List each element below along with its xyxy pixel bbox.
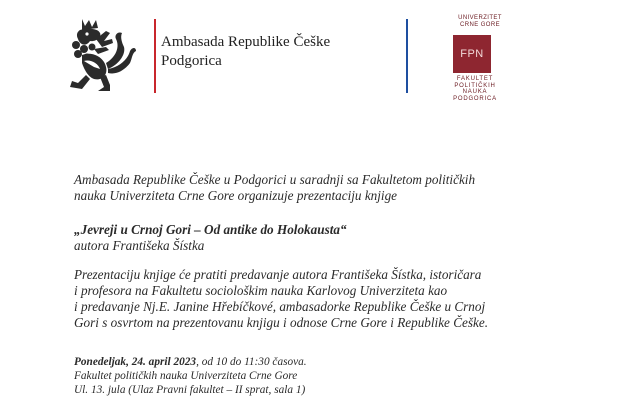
fpn-logo-text: FPN (460, 48, 484, 60)
faculty-name (440, 76, 510, 102)
fpn-logo (453, 35, 491, 73)
book-author: autora Františeka Šístka (74, 238, 205, 253)
faculty-name-line3: NAUKA (462, 89, 488, 95)
description-line: Gori s osvrtom na prezentovanu knjigu i odnose Crne Gore i Republike Češke. (74, 315, 488, 330)
book-title: „Jevreji u Crnoj Gori – Od antike do Holokausta“ (74, 222, 347, 237)
embassy-divider (154, 19, 156, 93)
event-datetime (74, 355, 594, 369)
university-name-line1: UNIVERZITET (458, 15, 502, 21)
faculty-name-line1: FAKULTET (456, 76, 494, 82)
university-name (437, 15, 523, 29)
book-block (74, 222, 594, 254)
czech-lion-emblem-icon (60, 17, 138, 93)
faculty-divider (406, 19, 408, 93)
embassy-name-line2: Podgorica (161, 53, 222, 69)
embassy-name (161, 33, 330, 71)
description-line: i predavanje Nj.E. Janine Hřebíčkové, ambasadorke Republike Češke u Crnoj (74, 299, 486, 314)
event-time: , od 10 do 11:30 časova. (196, 356, 307, 368)
embassy-name-line1: Ambasada Republike Češke (161, 34, 331, 50)
event-details (74, 355, 594, 397)
event-date: Ponedeljak, 24. april 2023 (74, 356, 197, 368)
intro-line: Ambasada Republike Češke u Podgorici u saradnji sa Fakultetom političkih (74, 172, 476, 187)
description-line: i profesora na Fakultetu sociološkim nauka Karlovog Univerziteta kao (74, 283, 448, 298)
description-line: Prezentaciju knjige će pratiti predavanje autora Františeka Šístka, istoričara (74, 267, 482, 282)
intro-line: nauka Univerziteta Crne Gore organizuje prezentaciju knjige (74, 188, 398, 203)
faculty-name-line4: PODGORICA (453, 95, 497, 102)
university-name-line2: CRNE GORE (460, 22, 500, 28)
intro-paragraph (74, 172, 594, 204)
faculty-name-line2: POLITIČKIH (454, 82, 496, 89)
event-venue: Fakultet političkih nauka Univerziteta Crne Gore (74, 370, 298, 382)
event-address: Ul. 13. jula (Ulaz Pravni fakultet – II sprat, sala 1) (74, 384, 306, 396)
description-paragraph (74, 267, 594, 331)
